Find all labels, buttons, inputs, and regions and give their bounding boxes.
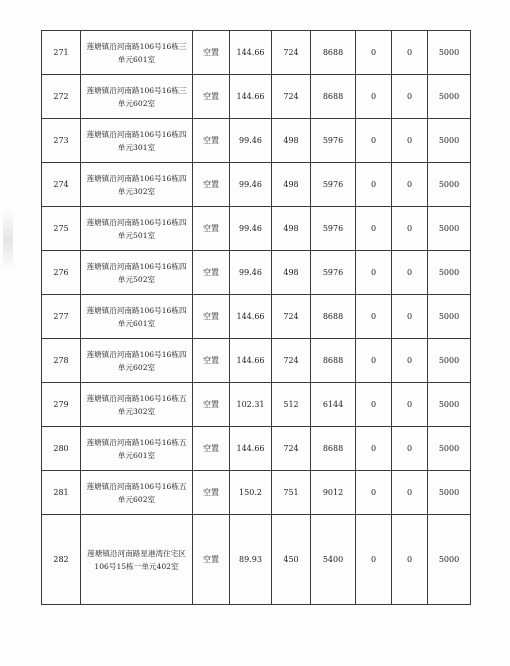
area-cell [230,471,272,515]
value-cell-5 [428,515,471,605]
value-cell-5 [428,427,471,471]
status-cell [193,163,230,207]
value-cell-1 [272,163,311,207]
value-4: 0 [406,224,413,233]
address-text: 莲塘镇沿河南路106号16栋三单元601室 [86,41,187,64]
value-3: 0 [370,555,377,564]
address-text: 莲塘镇沿河南路106号16栋四单元602室 [86,349,187,372]
value-3: 0 [370,268,377,277]
value-cell-4 [392,119,428,163]
address-text: 莲塘镇沿河南路106号16栋五单元601室 [86,437,187,460]
row-number: 278 [53,356,69,365]
value-cell-4 [392,515,428,605]
row-number-cell [42,427,81,471]
area-cell [230,515,272,605]
value-cell-3 [356,75,392,119]
value-4: 0 [406,356,413,365]
scan-edge-mark [3,210,13,270]
value-1: 498 [283,136,299,145]
value-cell-1 [272,471,311,515]
status-cell [193,119,230,163]
row-number: 281 [53,488,69,497]
value-2: 8688 [322,444,344,453]
value-5: 5000 [438,400,460,409]
status-cell [193,207,230,251]
address-cell [81,427,193,471]
status-text: 空置 [203,136,219,145]
value-3: 0 [370,356,377,365]
value-cell-1 [272,295,311,339]
row-number-cell [42,119,81,163]
area-cell [230,251,272,295]
row-number: 272 [53,92,69,101]
value-cell-2 [311,383,356,427]
value-4: 0 [406,312,413,321]
value-4: 0 [406,48,413,57]
area-value: 144.66 [236,92,265,101]
value-4: 0 [406,488,413,497]
value-cell-1 [272,31,311,75]
value-1: 724 [283,92,299,101]
value-cell-2 [311,75,356,119]
row-number: 271 [53,48,69,57]
value-5: 5000 [438,268,460,277]
value-2: 8688 [322,48,344,57]
address-text: 莲塘镇沿河南路106号16栋四单元301室 [86,129,187,152]
status-text: 空置 [203,92,219,101]
area-value: 99.46 [239,180,262,189]
area-value: 102.31 [236,400,265,409]
value-cell-3 [356,471,392,515]
value-cell-2 [311,515,356,605]
value-cell-3 [356,31,392,75]
value-4: 0 [406,444,413,453]
value-cell-4 [392,471,428,515]
value-4: 0 [406,92,413,101]
address-text: 莲塘镇沿河南路106号16栋五单元302室 [86,393,187,416]
status-text: 空置 [203,555,219,564]
status-cell [193,515,230,605]
table-row [42,31,471,75]
property-table [41,30,471,605]
value-1: 724 [283,356,299,365]
value-4: 0 [406,180,413,189]
value-3: 0 [370,444,377,453]
value-3: 0 [370,224,377,233]
area-cell [230,163,272,207]
table-row [42,207,471,251]
value-1: 724 [283,312,299,321]
value-cell-1 [272,207,311,251]
row-number-cell [42,383,81,427]
address-text: 莲塘镇沿河南路星港湾住宅区106号15栋一单元402室 [87,548,186,571]
table-row [42,119,471,163]
value-cell-5 [428,163,471,207]
row-number-cell [42,207,81,251]
value-4: 0 [406,555,413,564]
table-row [42,75,471,119]
value-2: 5976 [322,224,344,233]
row-number-cell [42,515,81,605]
area-value: 144.66 [236,48,265,57]
value-2: 5976 [322,180,344,189]
status-cell [193,75,230,119]
status-text: 空置 [203,224,219,233]
address-text: 莲塘镇沿河南路106号16栋四单元501室 [86,217,187,240]
status-cell [193,31,230,75]
value-cell-5 [428,251,471,295]
value-3: 0 [370,180,377,189]
area-value: 144.66 [236,312,265,321]
value-cell-5 [428,119,471,163]
value-5: 5000 [438,224,460,233]
value-1: 724 [283,48,299,57]
value-cell-5 [428,295,471,339]
area-cell [230,75,272,119]
value-cell-5 [428,471,471,515]
address-cell [81,295,193,339]
value-cell-4 [392,31,428,75]
area-value: 144.66 [236,356,265,365]
row-number: 277 [53,312,69,321]
value-cell-2 [311,31,356,75]
value-cell-2 [311,471,356,515]
value-cell-1 [272,251,311,295]
status-text: 空置 [203,400,219,409]
value-2: 5976 [322,136,344,145]
value-2: 5976 [322,268,344,277]
table-body [42,31,471,605]
value-cell-2 [311,207,356,251]
value-cell-4 [392,295,428,339]
table-row [42,339,471,383]
value-4: 0 [406,268,413,277]
value-2: 8688 [322,92,344,101]
row-number-cell [42,339,81,383]
area-value: 150.2 [239,488,262,497]
area-value: 144.66 [236,444,265,453]
value-1: 498 [283,180,299,189]
value-cell-2 [311,119,356,163]
value-cell-4 [392,339,428,383]
value-cell-1 [272,383,311,427]
table-row [42,471,471,515]
value-4: 0 [406,136,413,145]
table-row [42,295,471,339]
value-cell-3 [356,515,392,605]
value-cell-5 [428,339,471,383]
value-3: 0 [370,136,377,145]
value-cell-5 [428,75,471,119]
value-3: 0 [370,400,377,409]
value-cell-4 [392,427,428,471]
address-cell [81,515,193,605]
address-cell [81,31,193,75]
value-2: 5400 [322,555,344,564]
value-1: 512 [283,400,299,409]
value-5: 5000 [438,356,460,365]
value-cell-3 [356,207,392,251]
status-cell [193,427,230,471]
value-cell-3 [356,295,392,339]
value-5: 5000 [438,180,460,189]
address-cell [81,251,193,295]
value-cell-1 [272,515,311,605]
area-cell [230,31,272,75]
address-text: 莲塘镇沿河南路106号16栋四单元302室 [86,173,187,196]
row-number-cell [42,251,81,295]
value-1: 724 [283,444,299,453]
value-5: 5000 [438,444,460,453]
value-4: 0 [406,400,413,409]
value-cell-3 [356,339,392,383]
value-2: 9012 [322,488,344,497]
value-3: 0 [370,488,377,497]
row-number: 273 [53,136,69,145]
value-cell-3 [356,383,392,427]
value-1: 498 [283,224,299,233]
value-cell-4 [392,163,428,207]
row-number-cell [42,471,81,515]
row-number: 280 [53,444,69,453]
status-text: 空置 [203,48,219,57]
area-value: 99.46 [239,224,262,233]
value-2: 8688 [322,312,344,321]
area-cell [230,339,272,383]
value-1: 751 [283,488,299,497]
row-number: 276 [53,268,69,277]
value-5: 5000 [438,136,460,145]
value-cell-1 [272,427,311,471]
row-number-cell [42,295,81,339]
row-number: 274 [53,180,69,189]
address-cell [81,207,193,251]
address-cell [81,339,193,383]
value-cell-3 [356,251,392,295]
value-cell-2 [311,163,356,207]
table-row [42,251,471,295]
value-cell-2 [311,295,356,339]
address-cell [81,471,193,515]
address-text: 莲塘镇沿河南路106号16栋四单元601室 [86,305,187,328]
table-row [42,515,471,605]
area-value: 89.93 [239,555,262,564]
table-row [42,427,471,471]
value-cell-3 [356,119,392,163]
value-cell-5 [428,383,471,427]
row-number: 282 [53,555,69,564]
area-cell [230,207,272,251]
value-5: 5000 [438,488,460,497]
value-2: 8688 [322,356,344,365]
value-cell-2 [311,427,356,471]
status-text: 空置 [203,312,219,321]
value-cell-3 [356,163,392,207]
value-2: 6144 [322,400,344,409]
value-cell-4 [392,251,428,295]
status-cell [193,251,230,295]
value-cell-4 [392,207,428,251]
value-cell-1 [272,75,311,119]
value-cell-1 [272,119,311,163]
address-cell [81,383,193,427]
value-1: 498 [283,268,299,277]
value-cell-1 [272,339,311,383]
table-row [42,163,471,207]
address-text: 莲塘镇沿河南路106号16栋四单元502室 [86,261,187,284]
value-5: 5000 [438,312,460,321]
status-text: 空置 [203,444,219,453]
status-text: 空置 [203,268,219,277]
status-text: 空置 [203,488,219,497]
value-cell-2 [311,251,356,295]
status-cell [193,295,230,339]
value-5: 5000 [438,92,460,101]
value-5: 5000 [438,48,460,57]
address-cell [81,119,193,163]
row-number-cell [42,75,81,119]
value-cell-5 [428,31,471,75]
row-number-cell [42,31,81,75]
row-number: 275 [53,224,69,233]
value-3: 0 [370,312,377,321]
value-cell-4 [392,383,428,427]
status-text: 空置 [203,180,219,189]
value-cell-4 [392,75,428,119]
value-cell-3 [356,427,392,471]
address-text: 莲塘镇沿河南路106号16栋五单元602室 [86,481,187,504]
address-cell [81,75,193,119]
status-cell [193,471,230,515]
area-value: 99.46 [239,268,262,277]
area-cell [230,295,272,339]
row-number: 279 [53,400,69,409]
area-cell [230,119,272,163]
status-text: 空置 [203,356,219,365]
status-cell [193,383,230,427]
address-cell [81,163,193,207]
area-cell [230,427,272,471]
row-number-cell [42,163,81,207]
value-3: 0 [370,92,377,101]
value-1: 450 [283,555,299,564]
area-value: 99.46 [239,136,262,145]
table-row [42,383,471,427]
value-cell-5 [428,207,471,251]
area-cell [230,383,272,427]
value-3: 0 [370,48,377,57]
status-cell [193,339,230,383]
value-cell-2 [311,339,356,383]
value-5: 5000 [438,555,460,564]
address-text: 莲塘镇沿河南路106号16栋三单元602室 [86,85,187,108]
